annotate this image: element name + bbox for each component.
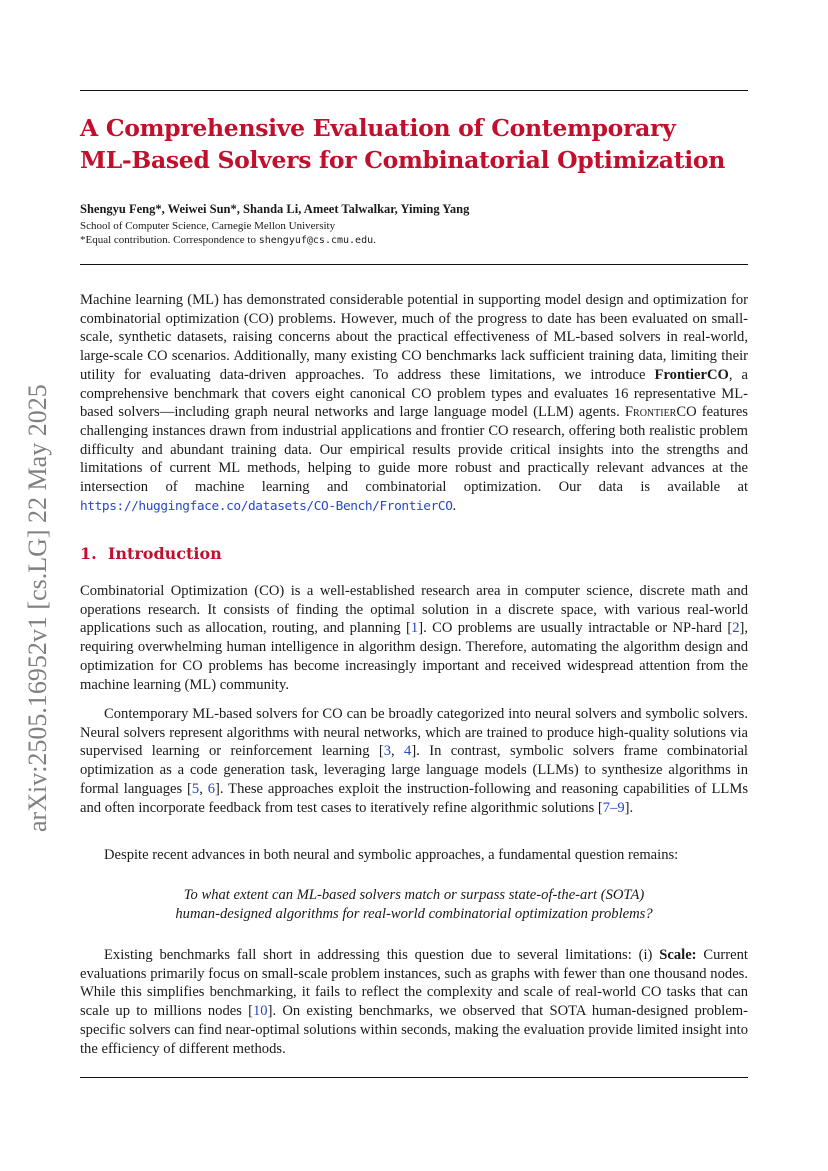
question-line-1: To what extent can ML-based solvers match or surpass state-of-the-art (SOTA)	[183, 887, 645, 903]
p2-text-c: ]. These approaches exploit the instruction-following and reasoning capabilities of LLMs and often incorporate feedback from test cases to iteratively refine algorithmic solutions [	[80, 780, 748, 816]
arxiv-sidebar-identifier: arXiv:2505.16952v1 [cs.LG] 22 May 2025	[23, 384, 52, 832]
citation-link[interactable]: 6	[207, 780, 216, 797]
abstract-part-2: , a comprehensive benchmark that covers eight canonical CO problem types and evaluates 16 representative ML-based solvers—including graph neural networks and large language model (LLM) agents.	[80, 366, 748, 421]
citation-link[interactable]: 3	[383, 743, 392, 760]
abstract	[80, 291, 748, 516]
note-text: *Equal contribution. Correspondence to	[80, 234, 259, 246]
p1-text-c: ], requiring overwhelming human intelligence in algorithm design. Therefore, automating the algorithm design and optimization for CO problems has become increasingly important and received widespread attention from the machine learning (ML) community.	[80, 620, 748, 693]
header-bottom-rule	[80, 264, 748, 265]
intro-paragraph-1	[80, 582, 748, 694]
p2-sep-1: ,	[391, 743, 405, 760]
p1-text-a: Combinatorial Optimization (CO) is a well-established research area in computer science, discrete math and operations research. It consists of finding the optimal solution in a discrete space, with various real-world applications such as allocation, routing, and planning [	[80, 583, 748, 637]
title-line-1: A Comprehensive Evaluation of Contemporary	[80, 114, 676, 142]
affiliation: School of Computer Science, Carnegie Mellon University	[80, 220, 336, 232]
author-list: Shengyu Feng*, Weiwei Sun*, Shanda Li, Ameet Talwalkar, Yiming Yang	[80, 202, 470, 216]
research-question	[80, 886, 748, 923]
citation-link[interactable]: 10	[253, 1003, 268, 1020]
p4-text-b: Current evaluations primarily focus on small-scale problem instances, such as graphs with fewer than one thousand nodes. While this simplifies benchmarking, it fails to reflect the complexity and scale of real-world CO tasks that can scale up to millions nodes [	[80, 947, 748, 1020]
top-rule	[80, 90, 748, 91]
abstract-part-1: Machine learning (ML) has demonstrated considerable potential in supporting model design and optimization for combinatorial optimization (CO) problems. However, much of the progress to date has been evaluated on small-scale, synthetic datasets, raising concerns about the practical effectiveness of ML-based solvers in real-world, large-scale CO scenarios. Additionally, many existing CO benchmarks lack sufficient training data, limiting their utility for evaluating data-driven approaches. To address these limitations, we introduce	[80, 292, 748, 383]
section-title: Introduction	[107, 544, 222, 563]
title-line-2: ML-Based Solvers for Combinatorial Optimization	[80, 146, 726, 174]
citation-link[interactable]: 5	[191, 780, 200, 797]
benchmark-name-bold: FrontierCO	[654, 366, 729, 383]
p2-sep-2: ,	[199, 780, 208, 797]
section-heading-introduction	[80, 544, 222, 563]
abstract-part-3: features challenging instances drawn from industrial applications and frontier CO research, offering both realistic problem difficulty and abundant training data. Our empirical results provide critical insights into the strengths and limitations of current ML methods, helping to guide more robust and practically relevant advances at the intersection of machine learning and combinatorial optimization. Our data is available at	[80, 404, 748, 496]
benchmark-name-smallcaps: FrontierCO	[624, 404, 697, 421]
question-line-2: human-designed algorithms for real-world combinatorial optimization problems?	[175, 905, 653, 922]
p2-text-a: Contemporary ML-based solvers for CO can be broadly categorized into neural solvers and symbolic solvers. Neural solvers represent algorithms with neural networks, which are trained to produce high-quality solutions via supervised learning or reinforcement learning [	[80, 706, 748, 760]
intro-paragraph-3: Despite recent advances in both neural and symbolic approaches, a fundamental question remains:	[104, 847, 679, 863]
citation-link[interactable]: 1	[410, 620, 419, 637]
citation-link[interactable]: 4	[404, 743, 412, 760]
equal-contribution-note	[80, 234, 376, 246]
section-number: 1.	[80, 544, 97, 563]
dataset-link[interactable]: https://huggingface.co/datasets/CO-Bench/FrontierCO	[80, 498, 453, 514]
p2-text-d: ].	[624, 799, 634, 816]
p4-text-a: Existing benchmarks fall short in addressing this question due to several limitations: (i)	[104, 947, 660, 963]
citation-link[interactable]: 7–9	[602, 799, 625, 816]
correspondence-email[interactable]: shengyuf@cs.cmu.edu	[258, 235, 374, 246]
paper-title	[80, 112, 760, 176]
p1-text-b: ]. CO problems are usually intractable or NP-hard [	[418, 620, 733, 637]
citation-link[interactable]: 2	[732, 620, 740, 637]
intro-paragraph-4	[80, 946, 748, 1058]
note-end: .	[373, 234, 376, 246]
intro-paragraph-2	[80, 705, 748, 817]
scale-label: Scale:	[659, 947, 697, 963]
p2-text-b: ]. In contrast, symbolic solvers frame combinatorial optimization as a code generation task, leveraging large language models (LLMs) to synthesize algorithms in formal languages [	[80, 743, 748, 797]
footer-rule	[80, 1077, 748, 1078]
p4-text-c: ]. On existing benchmarks, we observed that SOTA human-designed problem-specific solvers can find near-optimal solutions within seconds, making the evaluation provide limited insight into the efficiency of different methods.	[80, 1003, 749, 1057]
abstract-end: .	[452, 497, 457, 514]
